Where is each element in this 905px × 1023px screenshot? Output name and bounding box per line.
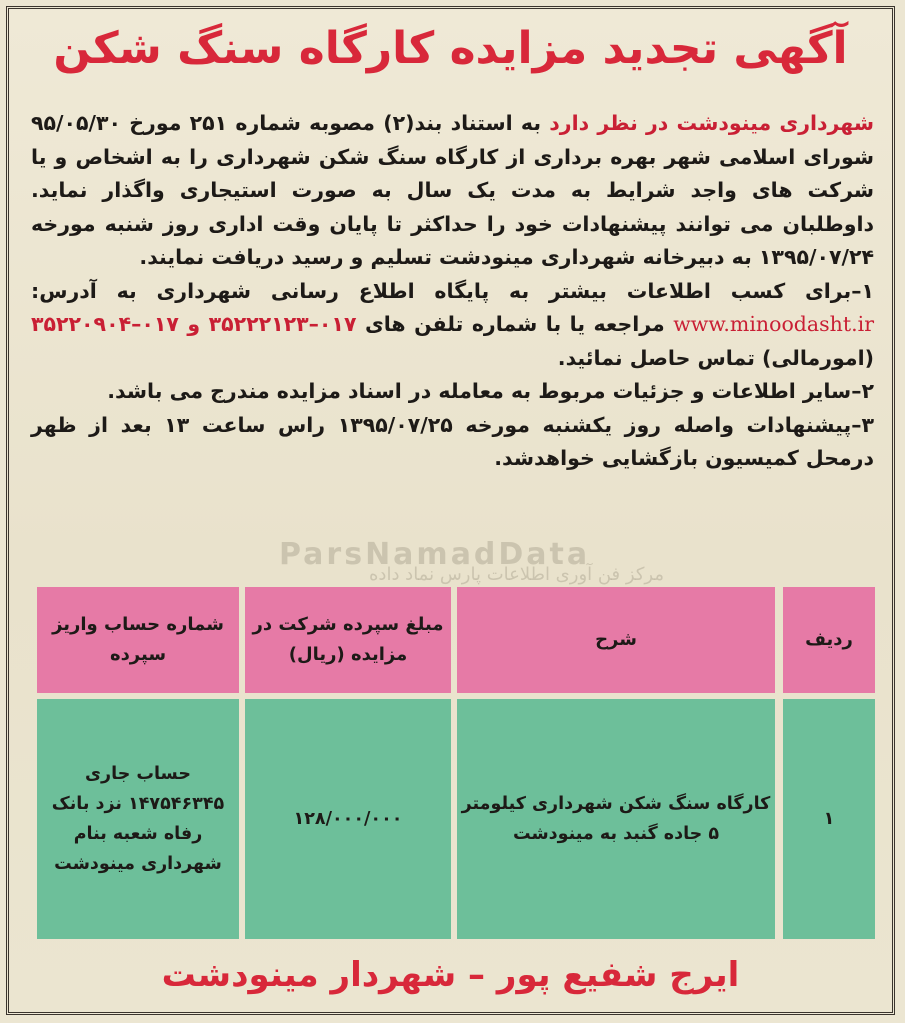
website-link[interactable]: www.minoodasht.ir [673,312,874,336]
item-3: ۳–پیشنهادات واصله روز یکشنبه مورخه ۱۳۹۵/۰۷/۲۵ راس ساعت ۱۳ بعد از ظهر درمحل کمیسیون بازگشایی خواهدشد. [31,412,874,470]
ad-title: آگهی تجدید مزایده کارگاه سنگ شکن [53,23,848,74]
cell-account: حساب جاری ۱۴۷۵۴۶۳۴۵ نزد بانک رفاه شعبه بنام شهرداری مینودشت [37,699,239,939]
header-account: شماره حساب واریز سپرده [37,587,239,693]
phone-numbers: ۰۱۷–۳۵۲۲۲۱۲۳ و ۰۱۷–۳۵۲۲۰۹۰۴ [31,312,357,336]
watermark: ParsNamadData [279,537,591,572]
advertisement-page [6,6,895,1015]
header-description: شرح [457,587,775,693]
intro-text: به استناد بند(۲) مصوبه شماره ۲۵۱ مورخ ۹۵/۰۵/۳۰ شورای اسلامی شهر بهره برداری از کارگاه سنگ شکن شهرداری را به اشخاص و یا شرکت های واجد شرایط به مدت یک سال به صورت استیجاری واگذار نماید. داوطلبان می توانند پیشنهادات خود را حداکثر تا پایان وقت اداری روز شنبه مورخه ۱۳۹۵/۰۷/۲۴ به دبیرخانه شهرداری مینودشت تسلیم و رسید دریافت نمایند. [31,111,874,269]
cell-description: کارگاه سنگ شکن شهرداری کیلومتر ۵ جاده گنبد به مینودشت [457,699,775,939]
mayor-signature: ایرج شفیع پور – شهردار مینودشت [161,955,740,995]
cell-row-number: ۱ [783,699,875,939]
header-deposit: مبلغ سپرده شرکت در مزایده (ریال) [245,587,451,693]
cell-deposit [245,699,451,939]
ad-body [31,107,874,476]
auction-table [37,587,875,939]
intro-paragraph [31,107,874,275]
item-1-lead: ۱–برای کسب اطلاعات بیشتر به پایگاه اطلاع رسانی شهرداری به آدرس: [31,278,874,303]
intro-highlight: شهرداری مینودشت در نظر دارد [549,111,874,135]
deposit-amount: ۱۲۸/۰۰۰/۰۰۰ [293,809,403,829]
item-1 [31,275,874,376]
item-1-mid: مراجعه یا با شماره تلفن های [364,312,665,336]
item-2: ۲–سایر اطلاعات و جزئیات مربوط به معامله در اسناد مزایده مندرج می باشد. [107,379,874,403]
header-row-number: ردیف [783,587,875,693]
item-1-end: (امورمالی) تماس حاصل نمائید. [557,345,874,370]
watermark-subtitle: مرکز فن آوری اطلاعات پارس نماد داده [369,564,664,585]
